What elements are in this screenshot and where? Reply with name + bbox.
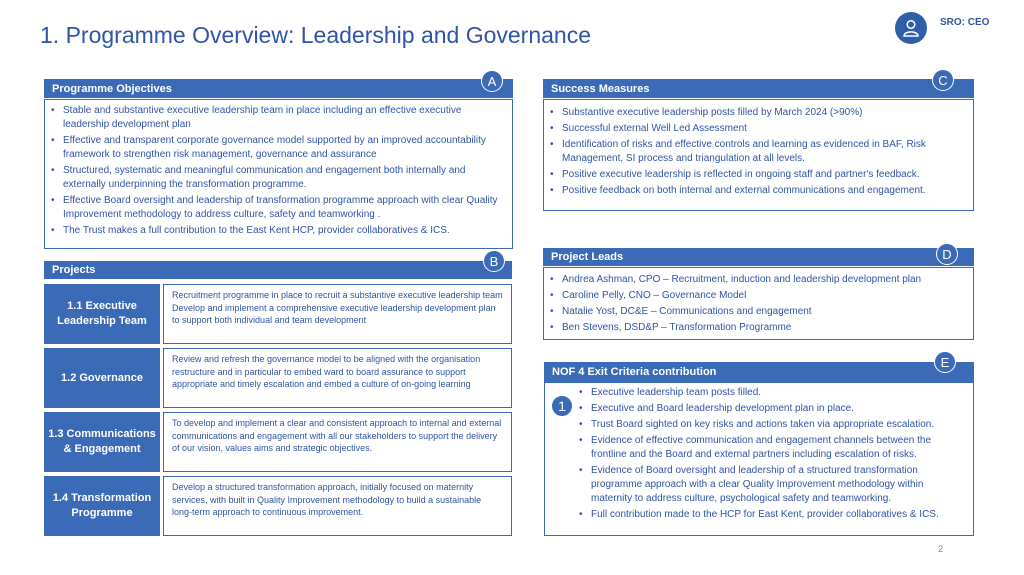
- objectives-header: Programme Objectives: [44, 79, 513, 98]
- success-header: Success Measures: [543, 79, 974, 98]
- nof-box: [544, 382, 974, 536]
- objectives-box: [44, 99, 513, 249]
- list-item: • Stable and substantive executive leadership team in place including an effective executive leadership development plan: [49, 104, 504, 132]
- nof-number-badge: 1: [551, 395, 573, 417]
- list-item: • Effective Board oversight and leadership of transformation programme approach with clear Quality Improvement methodology to address culture, safety and teamworking .: [49, 194, 504, 222]
- list-item: • Identification of risks and effective controls and learning as evidenced in BAF, Risk Management, SI process and triangulation at all levels.: [548, 138, 965, 166]
- list-item: • Evidence of effective communication and engagement channels between the frontline and the Board and external partners including escalation of risks.: [577, 434, 965, 462]
- badge-a: A: [481, 70, 503, 92]
- list-item: • Andrea Ashman, CPO – Recruitment, induction and leadership development plan: [548, 273, 965, 287]
- user-icon: [895, 12, 927, 44]
- badge-c: C: [932, 69, 954, 91]
- success-list: [548, 106, 965, 198]
- list-item: • Structured, systematic and meaningful communication and engagement both internally and externally underpinning the transformation programme.: [49, 164, 504, 192]
- leads-list: [548, 273, 965, 335]
- projects-header: Projects: [44, 261, 512, 279]
- list-item: • Executive and Board leadership development plan in place.: [577, 402, 965, 416]
- objectives-list: [49, 104, 504, 238]
- list-item: • Executive leadership team posts filled.: [577, 386, 965, 400]
- nof-list: [577, 386, 965, 522]
- project-label-1-2: 1.2 Governance: [44, 348, 160, 408]
- list-item: • Successful external Well Led Assessment: [548, 122, 965, 136]
- project-desc-1-1: Recruitment programme in place to recruit a substantive executive leadership team Develop and implement a comprehensive executive leadership development plan to support both individual and team development: [163, 284, 512, 344]
- project-desc-1-3: To develop and implement a clear and consistent approach to internal and external communications and engagement with all our stakeholders to support the delivery of our vision, values aims and strategic objectives.: [163, 412, 512, 472]
- success-box: [543, 99, 974, 211]
- list-item: • Natalie Yost, DC&E – Communications and engagement: [548, 305, 965, 319]
- project-label-1-4: 1.4 Transformation Programme: [44, 476, 160, 536]
- badge-d: D: [936, 243, 958, 265]
- nof-header: NOF 4 Exit Criteria contribution: [544, 362, 974, 382]
- leads-header: Project Leads: [543, 248, 974, 266]
- list-item: • The Trust makes a full contribution to the East Kent HCP, provider collaboratives & ICS.: [49, 224, 504, 238]
- badge-e: E: [934, 351, 956, 373]
- page-title: 1. Programme Overview: Leadership and Governance: [40, 22, 592, 48]
- project-desc-1-2: Review and refresh the governance model to be aligned with the organisation restructure and in particular to embed ward to board assurance to support appropriate and timely escalation and embed a culture of on-going learning: [163, 348, 512, 408]
- list-item: • Effective and transparent corporate governance model supported by an improved accountability framework to strengthen risk management, governance and assurance: [49, 134, 504, 162]
- project-desc-1-4: Develop a structured transformation approach, initially focused on maternity services, with built in Quality Improvement methodology to build a sustainable long-term approach to continuous improvement.: [163, 476, 512, 536]
- project-label-1-1: 1.1 Executive Leadership Team: [44, 284, 160, 344]
- list-item: • Positive feedback on both internal and external communications and engagement.: [548, 184, 965, 198]
- list-item: • Ben Stevens, DSD&P – Transformation Programme: [548, 321, 965, 335]
- list-item: • Substantive executive leadership posts filled by March 2024 (>90%): [548, 106, 965, 120]
- list-item: • Positive executive leadership is reflected in ongoing staff and partner's feedback.: [548, 168, 965, 182]
- list-item: • Trust Board sighted on key risks and actions taken via appropriate escalation.: [577, 418, 965, 432]
- sro-label: SRO: CEO: [940, 17, 990, 28]
- badge-b: B: [483, 250, 505, 272]
- leads-box: [543, 267, 974, 340]
- list-item: • Caroline Pelly, CNO – Governance Model: [548, 289, 965, 303]
- list-item: • Full contribution made to the HCP for East Kent, provider collaboratives & ICS.: [577, 508, 965, 522]
- project-label-1-3: 1.3 Communications & Engagement: [44, 412, 160, 472]
- page-number: 2: [938, 544, 944, 554]
- list-item: • Evidence of Board oversight and leadership of a structured transformation programme approach with a clear Quality Improvement methodology within maternity to address culture, psychological safety and teamworking.: [577, 464, 965, 506]
